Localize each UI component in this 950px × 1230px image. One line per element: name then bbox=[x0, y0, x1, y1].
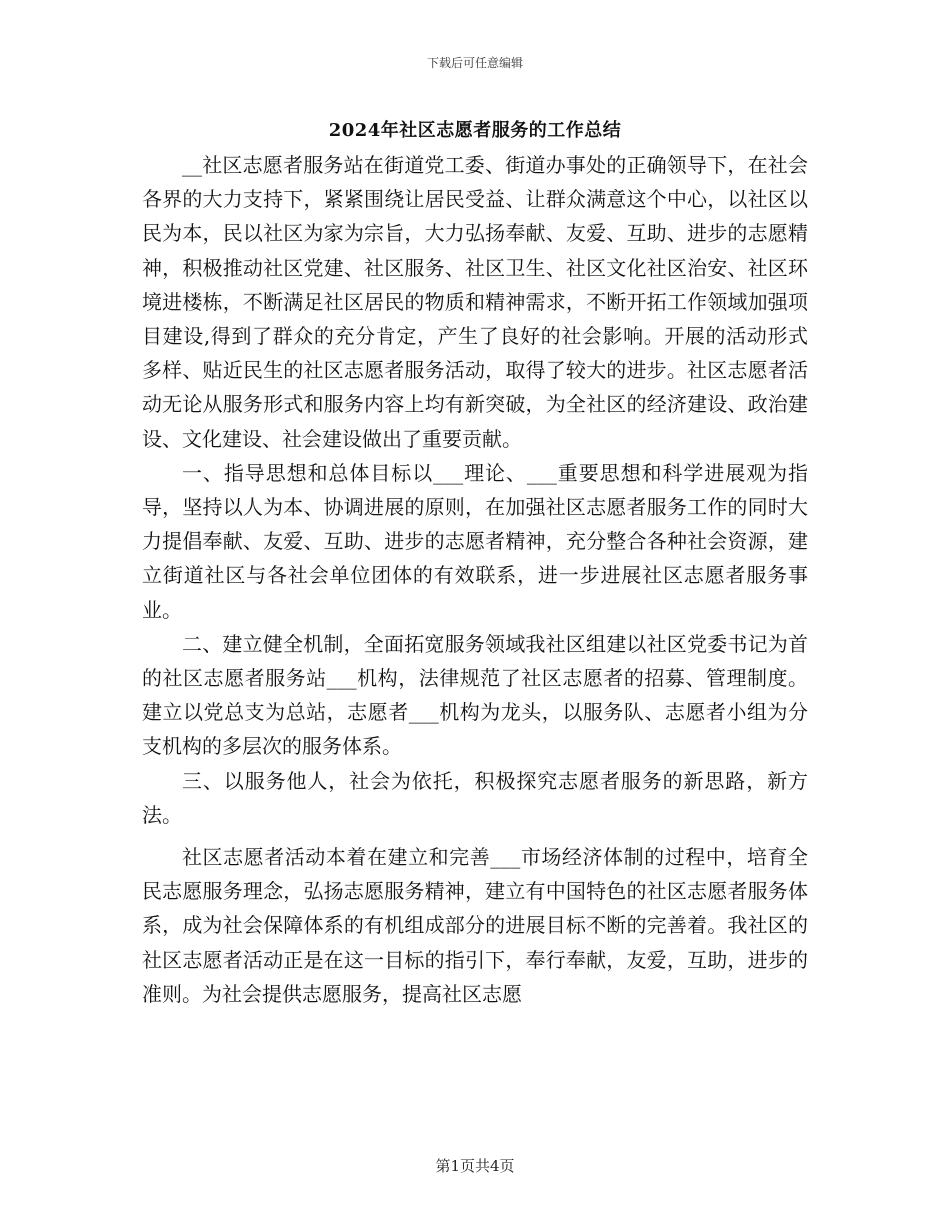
paragraph-section-3-body: 社区志愿者活动本着在建立和完善___市场经济体制的过程中，培育全民志愿服务理念，弘扬志愿服务精神，建立有中国特色的社区志愿者服务体系，成为社会保障体系的有机组成部分的进展目标不断的完善着。我社区的社区志愿者活动正是在这一目标的指引下，奉行奉献，友爱，互助，进步的准则。为社会提供志愿服务，提高社区志愿 bbox=[142, 845, 808, 1006]
document-body bbox=[142, 148, 808, 1011]
document-title: 2024年社区志愿者服务的工作总结 bbox=[328, 120, 622, 141]
paragraph-section-1: 一、指导思想和总体目标以___理论、___重要思想和科学进展观为指导，坚持以人为本、协调进展的原则，在加强社区志愿者服务工作的同时大力提倡奉献、友爱、互助、进步的志愿者精神，充分整合各种社会资源，建立街道社区与各社会单位团体的有效联系，进一步进展社区志愿者服务事业。 bbox=[142, 460, 808, 622]
paragraph-intro: __社区志愿者服务站在街道党工委、街道办事处的正确领导下，在社会各界的大力支持下，紧紧围绕让居民受益、让群众满意这个中心，以社区以民为本，民以社区为家为宗旨，大力弘扬奉献、友爱、互助、进步的志愿精神，积极推动社区党建、社区服务、社区卫生、社区文化社区治安、社区环境进楼栋，不断满足社区居民的物质和精神需求，不断开拓工作领域加强项目建设,得到了群众的充分肯定，产生了良好的社会影响。开展的活动形式多样、贴近民生的社区志愿者服务活动，取得了较大的进步。社区志愿者活动无论从服务形式和服务内容上均有新突破，为全社区的经济建设、政治建设、文化建设、社会建设做出了重要贡献。 bbox=[142, 153, 808, 451]
page-number: 第1页共4页 bbox=[435, 1157, 515, 1175]
page-header-note: 下载后可任意编辑 bbox=[426, 56, 523, 70]
paragraph-section-2: 二、建立健全机制，全面拓宽服务领域我社区组建以社区党委书记为首的社区志愿者服务站___机构，法律规范了社区志愿者的招募、管理制度。建立以党总支为总站，志愿者___机构为龙头，以服务队、志愿者小组为分支机构的多层次的服务体系。 bbox=[142, 631, 808, 759]
paragraph-section-3: 三、以服务他人，社会为依托，积极探究志愿者服务的新思路，新方法。 bbox=[142, 768, 808, 827]
